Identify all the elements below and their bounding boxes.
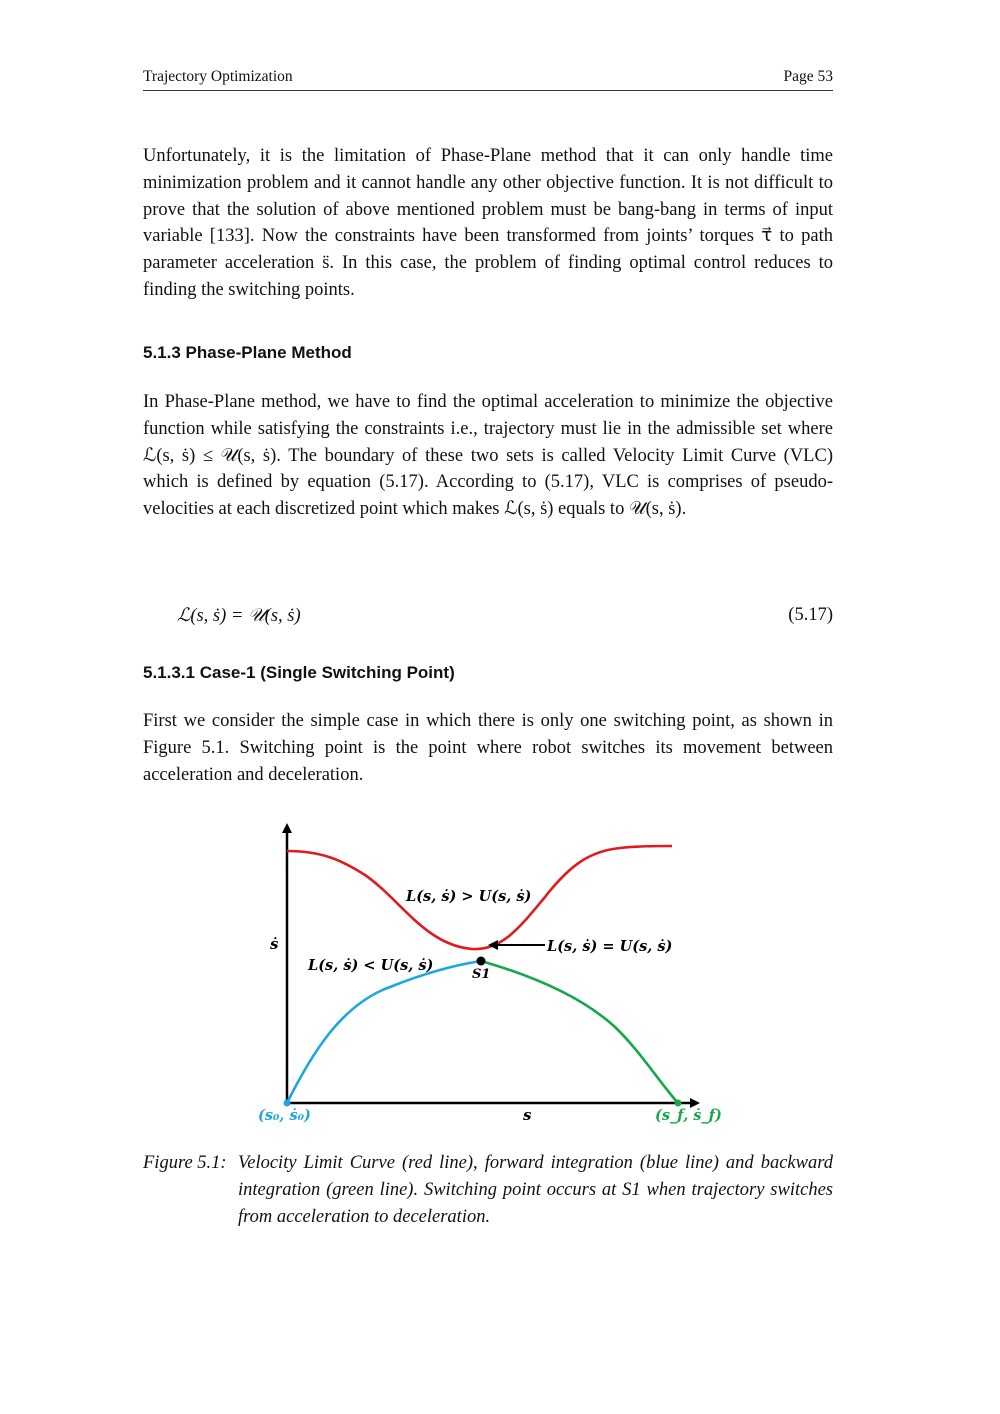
paragraph-intro: Unfortunately, it is the limitation of Phase-Plane method that it can only handle time minimization problem and it cannot handle any other objective function. It is not difficult to prove that the solution of above mentioned problem must be bang-bang in terms of input variable [133]. Now the constraints have been transformed from joints’ torques τ⃗ to path parameter acceleration s̈. In this case, the problem of finding optimal control reduces to finding the switching points. [143, 146, 833, 300]
section-heading: 5.1.3 Phase-Plane Method [143, 343, 352, 362]
paragraph-phase-plane: In Phase-Plane method, we have to find the optimal acceleration to minimize the objective function while satisfying the constraints i.e., trajectory must lie in the admissible set where ℒ(s, ṡ) ≤ 𝒰(s, ṡ). The boundary of these two sets is called Velocity Limit Curve (VLC) which is defined by equation (5.17). According to (5.17), VLC is comprises of pseudo-velocities at each discretized point which makes ℒ(s, ṡ) equals to 𝒰(s, ṡ). [143, 392, 833, 520]
header-title: Trajectory Optimization [143, 68, 293, 85]
caption-label: Figure 5.1: [143, 1153, 227, 1173]
figure-5-1 [240, 815, 730, 1135]
label-l-less-u: L(s, ṡ) < U(s, ṡ) [308, 957, 434, 974]
start-point-label: (s₀, ṡ₀) [258, 1107, 311, 1124]
x-axis-label: s [523, 1106, 532, 1124]
backward-integration-curve [481, 961, 678, 1103]
equation-number: (5.17) [788, 605, 833, 625]
paragraph-case-1: First we consider the simple case in which there is only one switching point, as shown in Figure 5.1. Switching point is the point where robot switches its movement between acceleration and deceleration. [143, 711, 833, 785]
label-l-greater-u: L(s, ṡ) > U(s, ṡ) [406, 888, 532, 905]
forward-integration-curve [287, 961, 481, 1103]
end-point-label: (s_f, ṡ_f) [655, 1107, 722, 1124]
running-header [143, 68, 833, 91]
switching-point-label: S1 [472, 967, 491, 982]
equation-body: ℒ(s, ṡ) = 𝒰(s, ṡ) [177, 606, 301, 626]
page-number: Page 53 [783, 68, 833, 85]
caption-text: Velocity Limit Curve (red line), forward integration (blue line) and backward integration (green line). Switching point occurs at S1 when trajectory switches from acceleration to deceleration. [238, 1153, 833, 1227]
phase-plane-diagram [240, 815, 730, 1135]
equation-5-17 [143, 605, 833, 631]
y-axis-label: ṡ [270, 935, 279, 953]
subsection-heading: 5.1.3.1 Case-1 (Single Switching Point) [143, 663, 455, 682]
start-point [284, 1100, 291, 1107]
end-point [675, 1100, 682, 1107]
y-axis-arrowhead [282, 823, 292, 833]
switching-point [477, 957, 486, 966]
figure-caption [143, 1150, 833, 1230]
label-l-equals-u: L(s, ṡ) = U(s, ṡ) [547, 938, 673, 955]
equality-arrowhead [488, 940, 498, 950]
